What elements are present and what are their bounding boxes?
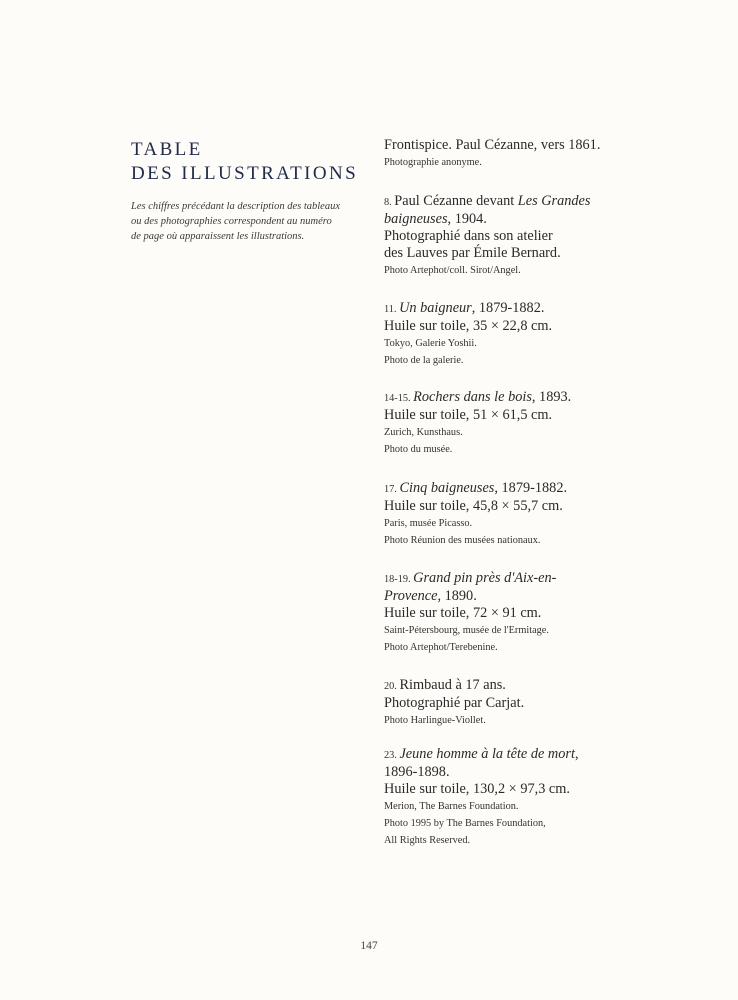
entry-line: [384, 712, 724, 729]
entry-credit: Zurich, Kunsthaus.: [384, 427, 463, 438]
entry-credit: Photo Réunion des musées nationaux.: [384, 535, 541, 546]
entry-line: [384, 781, 724, 798]
entry-line: [384, 335, 724, 352]
illustration-entry: [384, 193, 724, 279]
entry-line: [384, 746, 724, 764]
entry-text: Frontispice. Paul Cézanne, vers 1861.: [384, 137, 601, 153]
illustration-entry: [384, 137, 724, 171]
entry-line: [384, 832, 724, 849]
entry-text: , 1879-1882.: [471, 300, 545, 316]
entry-text: Huile sur toile, 130,2 × 97,3 cm.: [384, 781, 570, 797]
illustration-entry: [384, 389, 724, 458]
entry-text: Paul Cézanne devant: [394, 193, 518, 209]
page-ref-number: 17.: [384, 484, 400, 495]
artwork-title: baigneuses: [384, 211, 448, 227]
artwork-title: Provence: [384, 588, 438, 604]
entry-line: [384, 605, 724, 622]
entry-credit: Photo 1995 by The Barnes Foundation,: [384, 818, 546, 829]
illustration-entry: [384, 300, 724, 369]
entry-line: [384, 424, 724, 441]
entry-credit: Photo Artephot/Terebenine.: [384, 642, 498, 653]
entry-line: [384, 588, 724, 605]
entry-text: Photographié dans son atelier: [384, 228, 553, 244]
entry-text: , 1904.: [447, 211, 487, 227]
entry-line: [384, 622, 724, 639]
entry-text: , 1890.: [437, 588, 477, 604]
entry-line: [384, 300, 724, 318]
entry-line: [384, 245, 724, 262]
entry-credit: All Rights Reserved.: [384, 835, 471, 846]
entry-line: [384, 262, 724, 279]
entry-line: [384, 407, 724, 424]
entry-line: [384, 193, 724, 211]
entry-text: , 1893.: [531, 389, 572, 405]
entry-credit: Photographie anonyme.: [384, 157, 482, 168]
page-ref-number: 8.: [384, 197, 395, 208]
entry-line: [384, 228, 724, 245]
entry-credit: Merion, The Barnes Foundation.: [384, 801, 519, 812]
artwork-title: Cinq baigneuses: [399, 480, 495, 496]
entry-line: [384, 441, 724, 458]
entry-credit: Photo de la galerie.: [384, 355, 464, 366]
entry-line: [384, 639, 724, 656]
entry-line: [384, 815, 724, 832]
title-line-1: TABLE: [131, 139, 203, 160]
entry-text: Rimbaud à 17 ans.: [399, 677, 506, 693]
illustration-entry: [384, 746, 724, 849]
entry-text: Huile sur toile, 45,8 × 55,7 cm.: [384, 498, 563, 514]
intro-line: Les chiffres précédant la description des tableaux: [131, 201, 340, 212]
entry-line: [384, 352, 724, 369]
artwork-title: Un baigneur: [399, 300, 472, 316]
entry-line: [384, 498, 724, 515]
illustration-entry: [384, 480, 724, 549]
intro-note: [131, 199, 371, 244]
entry-credit: Tokyo, Galerie Yoshii.: [384, 338, 477, 349]
entry-credit: Paris, musée Picasso.: [384, 518, 473, 529]
entry-line: [384, 532, 724, 549]
page-ref-number: 18-19.: [384, 574, 414, 585]
entry-text: 1896-1898.: [384, 764, 450, 780]
entry-credit: Photo Harlingue-Viollet.: [384, 715, 486, 726]
entry-text: ,: [574, 746, 579, 762]
entry-line: [384, 695, 724, 712]
artwork-title: Les Grandes: [517, 193, 591, 209]
entry-text: des Lauves par Émile Bernard.: [384, 245, 561, 261]
page-number: 147: [360, 940, 378, 952]
intro-line: de page où apparaissent les illustrations.: [131, 231, 305, 242]
entry-line: [384, 137, 724, 154]
entry-line: [384, 389, 724, 407]
artwork-title: Jeune homme à la tête de mort: [399, 746, 575, 762]
illustration-entry: [384, 570, 724, 656]
entry-line: [384, 211, 724, 228]
entry-line: [384, 318, 724, 335]
illustration-entry: [384, 677, 724, 729]
entry-text: Huile sur toile, 72 × 91 cm.: [384, 605, 542, 621]
entry-line: [384, 515, 724, 532]
entry-credit: Photo Artephot/coll. Sirot/Angel.: [384, 265, 521, 276]
entry-text: Huile sur toile, 35 × 22,8 cm.: [384, 318, 553, 334]
intro-line: ou des photographies correspondent au numéro: [131, 216, 332, 227]
entry-credit: Saint-Pétersbourg, musée de l'Ermitage.: [384, 625, 549, 636]
artwork-title: Grand pin près d'Aix-en-: [413, 570, 557, 586]
page-ref-number: 11.: [384, 304, 400, 315]
page-ref-number: 20.: [384, 681, 400, 692]
page-ref-number: 14-15.: [384, 393, 414, 404]
entry-line: [384, 677, 724, 695]
entry-text: Huile sur toile, 51 × 61,5 cm.: [384, 407, 553, 423]
entry-credit: Photo du musée.: [384, 444, 453, 455]
entry-line: [384, 570, 724, 588]
entry-line: [384, 764, 724, 781]
entry-text: Photographié par Carjat.: [384, 695, 525, 711]
section-title: [131, 138, 358, 186]
entry-line: [384, 798, 724, 815]
entry-text: , 1879-1882.: [494, 480, 568, 496]
entry-line: [384, 154, 724, 171]
page-ref-number: 23.: [384, 750, 400, 761]
title-line-2: DES ILLUSTRATIONS: [131, 163, 359, 184]
artwork-title: Rochers dans le bois: [413, 389, 532, 405]
entry-line: [384, 480, 724, 498]
